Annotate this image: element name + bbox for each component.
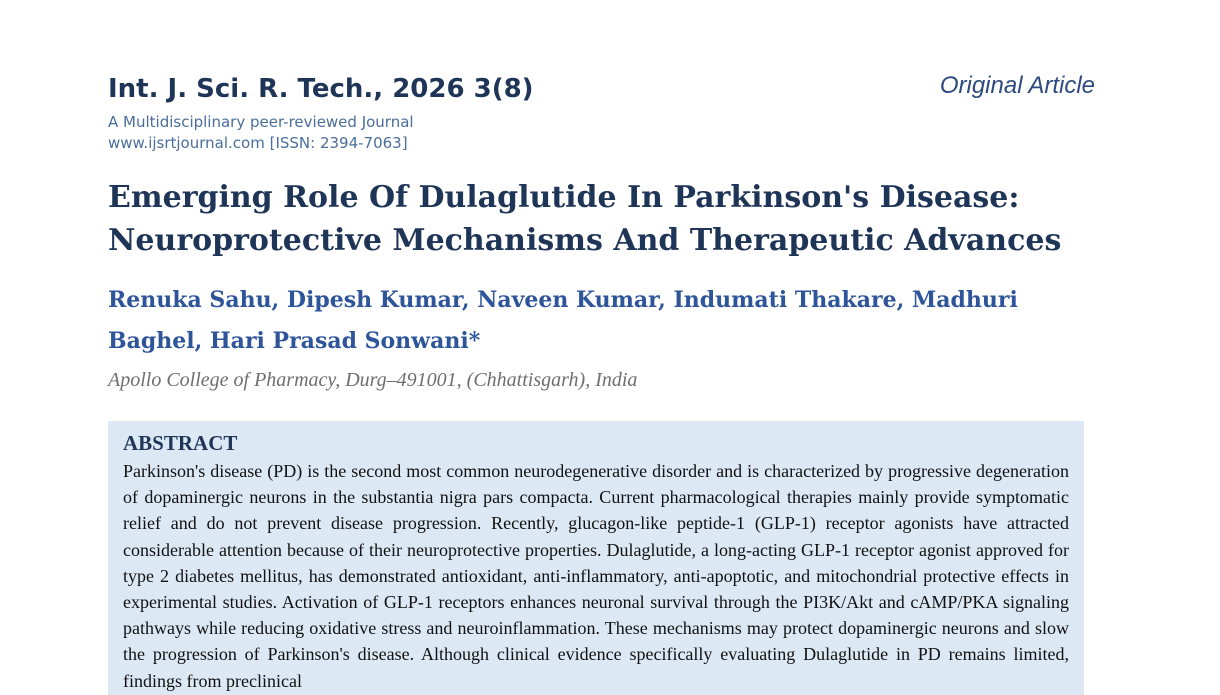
journal-title: Int. J. Sci. R. Tech., 2026 3(8) <box>108 74 534 104</box>
paper-title: Emerging Role Of Dulaglutide In Parkinson's Disease: Neuroprotective Mechanisms And Therapeutic Advances <box>108 180 1062 258</box>
journal-website: www.ijsrtjournal.com [ISSN: 2394-7063] <box>108 134 408 152</box>
abstract-section <box>108 421 1084 695</box>
article-type-label: Original Article <box>939 72 1095 99</box>
journal-subtitle: A Multidisciplinary peer-reviewed Journal <box>108 113 414 131</box>
abstract-heading: ABSTRACT <box>123 431 238 455</box>
abstract-text: Parkinson's disease (PD) is the second most common neurodegenerative disorder and is characterized by progressive degeneration of dopaminergic neurons in the substantia nigra pars compacta. Current pharmacological therapies mainly provide symptomatic relief and do not prevent disease progression. Recently, glucagon-like peptide-1 (GLP-1) receptor agonists have attracted considerable attention because of their neuroprotective properties. Dulaglutide, a long-acting GLP-1 receptor agonist approved for type 2 diabetes mellitus, has demonstrated antioxidant, anti-inflammatory, anti-apoptotic, and mitochondrial protective effects in experimental studies. Activation of GLP-1 receptors enhances neuronal survival through the PI3K/Akt and cAMP/PKA signaling pathways while reducing oxidative stress and neuroinflammation. These mechanisms may protect dopaminergic neurons and slow the progression of Parkinson's disease. Although clinical evidence specifically evaluating Dulaglutide in PD remains limited, findings from preclinical <box>123 461 1069 691</box>
author-affiliation: Apollo College of Pharmacy, Durg–491001, (Chhattisgarh), India <box>108 369 638 391</box>
author-list: Renuka Sahu, Dipesh Kumar, Naveen Kumar, Indumati Thakare, Madhuri Baghel, Hari Prasad Sonwani* <box>108 287 1018 354</box>
